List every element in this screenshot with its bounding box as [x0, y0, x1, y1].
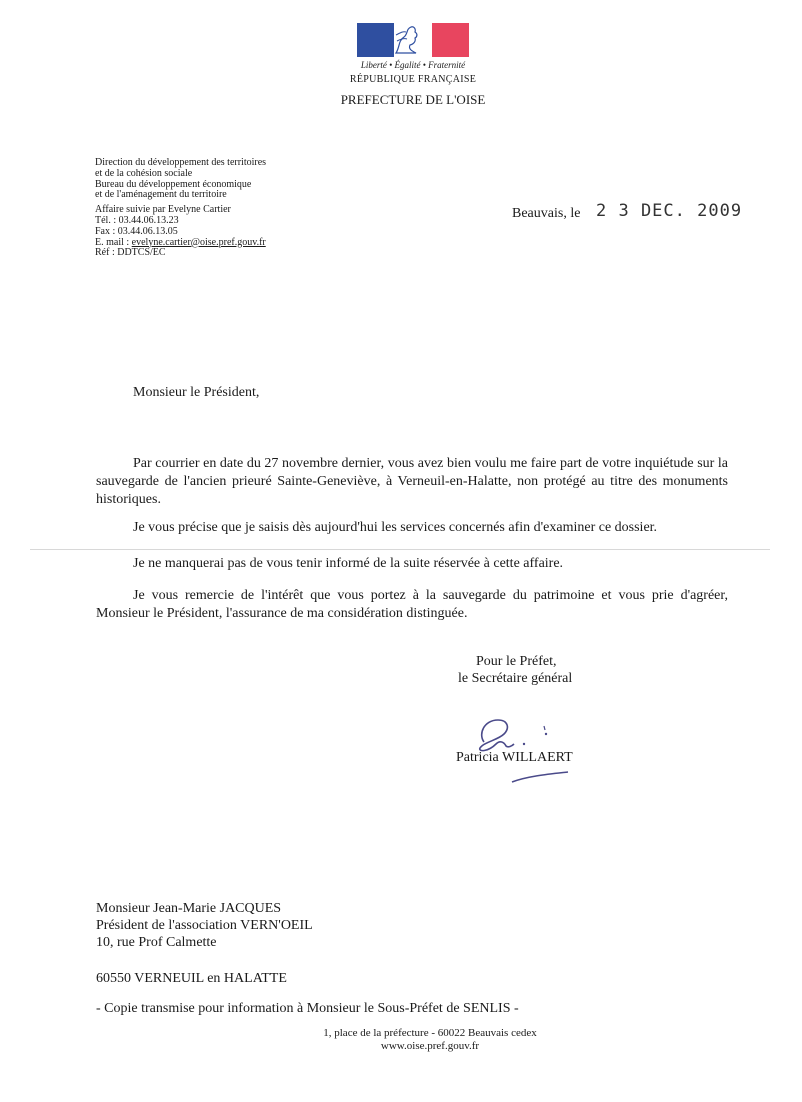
recipient-city: 60550 VERNEUIL en HALATTE: [96, 971, 287, 986]
sender-direction: Direction du développement des territoires: [95, 157, 267, 168]
footer-address: 1, place de la préfecture - 60022 Beauvais cedex: [323, 1027, 537, 1039]
footer-website[interactable]: www.oise.pref.gouv.fr: [380, 1040, 480, 1052]
recipient-role: Président de l'association VERN'OEIL: [96, 918, 313, 933]
flag-red-band: [432, 23, 469, 57]
sender-bureau: Bureau du développement économique: [95, 178, 252, 190]
sender-fax: Fax : 03.44.06.13.05: [95, 225, 178, 237]
sender-email-label: E. mail :: [95, 236, 132, 248]
paragraph-4-text: Je vous remercie de l'intérêt que vous portez à la sauvegarde du patrimoine et vous prie d'agréer, Monsieur le Président, l'assurance de ma considération distinguée.: [96, 588, 728, 621]
sender-handler: Affaire suivie par Evelyne Cartier: [95, 204, 231, 216]
sender-direction-cont: et de la cohésion sociale: [95, 167, 193, 179]
date-place: Beauvais, le: [512, 206, 581, 221]
marianne-logo: [357, 23, 469, 57]
recipient-address: [96, 900, 313, 987]
paragraph-3-text: Je ne manquerai pas de vous tenir informé de la suite réservée à cette affaire.: [133, 556, 564, 571]
scan-artifact-line: [30, 549, 770, 550]
footer: [260, 1027, 600, 1053]
paragraph-1: [96, 455, 728, 509]
paragraph-4: [96, 587, 728, 623]
date-stamp: 2 3 DEC. 2009: [596, 201, 743, 221]
signature-title-line2: le Secrétaire général: [458, 671, 573, 686]
sender-block: [95, 158, 266, 259]
paragraph-2-text: Je vous précise que je saisis dès aujourd'hui les services concernés afin d'examiner ce dossier.: [133, 520, 658, 535]
prefecture-title: PREFECTURE DE L'OISE: [340, 92, 486, 107]
marianne-profile-icon: [394, 23, 432, 57]
recipient-name: Monsieur Jean-Marie JACQUES: [96, 901, 282, 916]
sender-email-link[interactable]: evelyne.cartier@oise.pref.gouv.fr: [131, 236, 266, 248]
sender-tel: Tél. : 03.44.06.13.23: [95, 214, 179, 226]
republic-label: RÉPUBLIQUE FRANÇAISE: [349, 74, 477, 85]
copy-note: - Copie transmise pour information à Monsieur le Sous-Préfet de SENLIS -: [96, 1001, 519, 1016]
flag-blue-band: [357, 23, 394, 57]
sender-bureau-cont: et de l'aménagement du territoire: [95, 189, 227, 201]
paragraph-2: [96, 519, 728, 537]
recipient-street: 10, rue Prof Calmette: [96, 935, 217, 950]
paragraph-3: [96, 555, 728, 573]
sender-ref: Réf : DDTCS/EC: [95, 247, 166, 259]
signature-title-line1: Pour le Préfet,: [476, 654, 557, 669]
salutation: Monsieur le Président,: [133, 385, 260, 400]
paragraph-1-text: Par courrier en date du 27 novembre dernier, vous avez bien voulu me faire part de votre inquiétude sur la sauvegarde de l'ancien prieuré Sainte-Geneviève, à Verneuil-en-Halatte, non protégé au titre des monuments historiques.: [96, 456, 728, 507]
motto: Liberté • Égalité • Fraternité: [360, 60, 466, 70]
signer-name: Patricia WILLAERT: [456, 750, 573, 765]
flag-white-band: [394, 23, 432, 57]
